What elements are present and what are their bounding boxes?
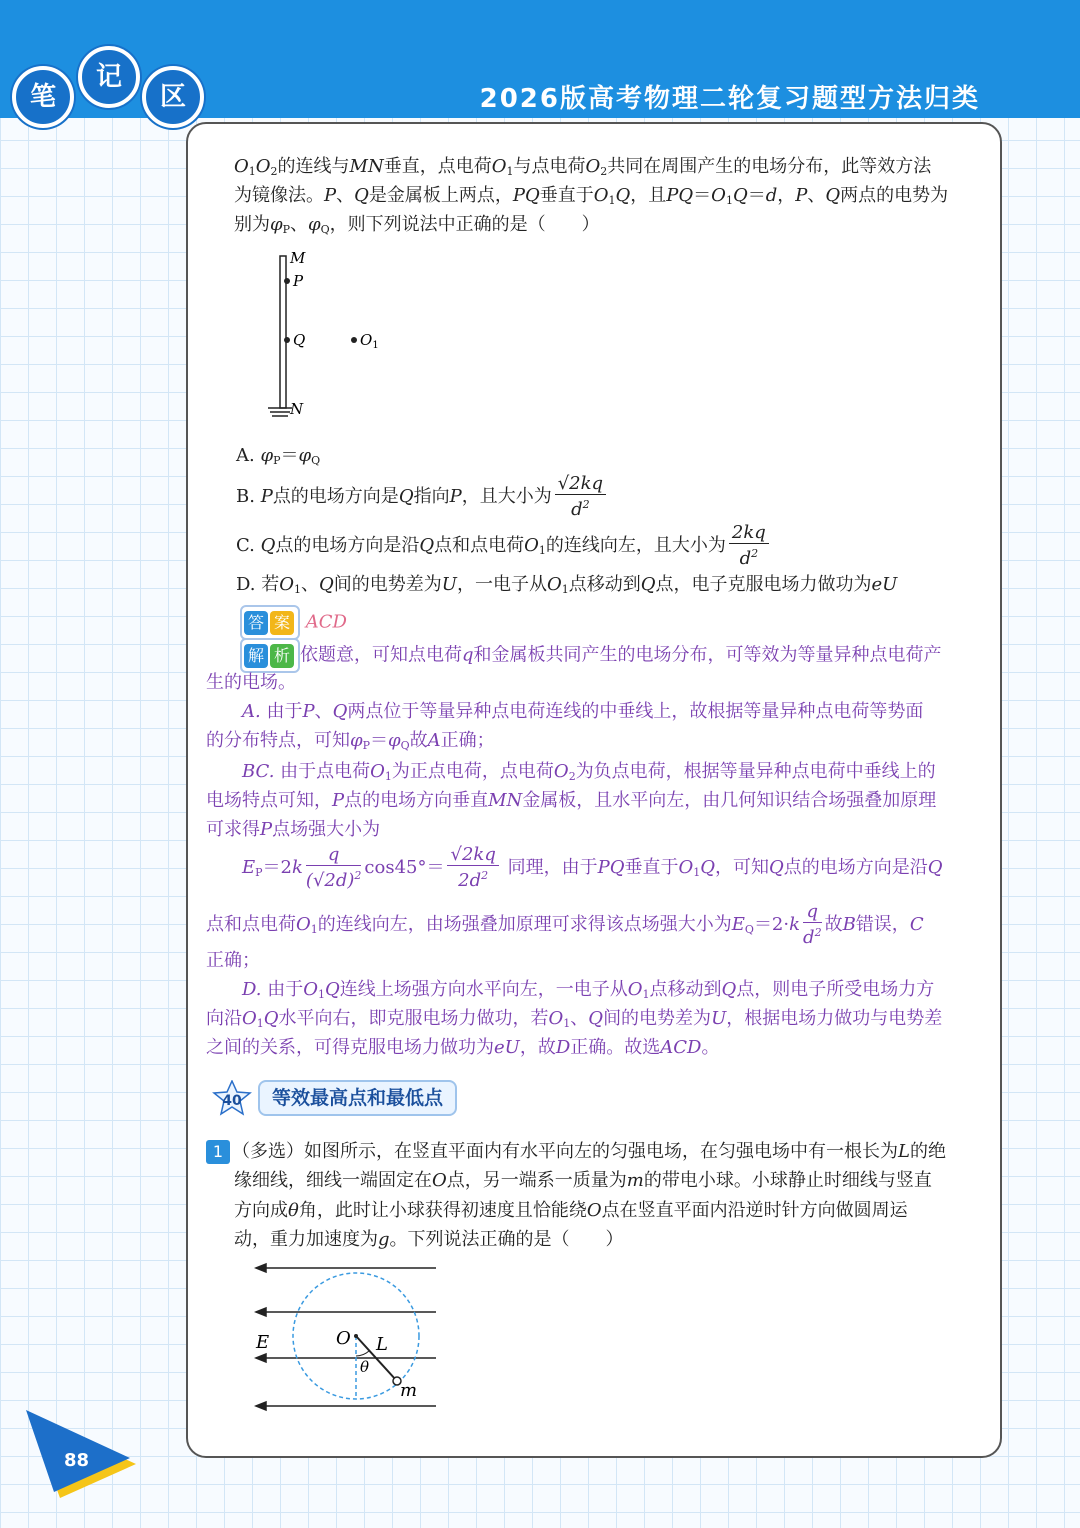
analysis-bc-line-3: 可求得P点场强大小为 bbox=[206, 819, 381, 840]
header-bubble-1: 笔 bbox=[12, 66, 74, 128]
field-arrow-4 bbox=[256, 1402, 266, 1410]
answer-value: ACD bbox=[305, 611, 347, 633]
header-bubble-2: 记 bbox=[78, 46, 140, 108]
circular-motion-figure bbox=[250, 1260, 450, 1420]
analysis-formula-line-3: 正确； bbox=[206, 950, 260, 971]
label-p: P bbox=[293, 272, 304, 290]
formula-fraction-3: $\frac{q}{d^2}$ bbox=[803, 901, 822, 948]
section-number: 40 bbox=[222, 1093, 242, 1109]
question2-line-3: 方向成θ角，此时让小球获得初速度且恰能绕O点在竖直平面内沿逆时针方向做圆周运 bbox=[234, 1200, 908, 1221]
question-line-2: 为镜像法。P、Q是金属板上两点，PQ垂直于$O_1Q$，且$PQ=O_1Q=d$，P、Q两点的电势为 bbox=[234, 185, 949, 207]
label-o1: $O_1$ bbox=[360, 331, 379, 351]
label-l: L bbox=[376, 1334, 388, 1355]
analysis-d-line-2: 向沿$O_1Q$水平向右，即克服电场力做功，若$O_1$、Q间的电势差为U，根据电场力做功与电势差 bbox=[206, 1008, 943, 1030]
analysis-tag: 解 析 bbox=[240, 638, 300, 673]
analysis-line-1: 解 析 依题意，可知点电荷q和金属板共同产生的电场分布，可等效为等量异种点电荷产 bbox=[240, 638, 942, 673]
label-n: N bbox=[290, 400, 304, 418]
page-number: 88 bbox=[64, 1450, 90, 1471]
analysis-d-line-3: 之间的关系，可得克服电场力做功为eU，故D正确。故选ACD。 bbox=[206, 1037, 720, 1058]
pivot-point bbox=[354, 1334, 358, 1338]
formula-fraction-2: $\frac{√2kq}{2d^2}$ bbox=[447, 845, 498, 891]
option-a: A. $\varphi_P=\varphi_Q$ bbox=[236, 445, 321, 467]
point-p bbox=[284, 278, 290, 284]
label-mass: m bbox=[400, 1380, 418, 1401]
formula-fraction-1: $\frac{q}{(√2d)^2}$ bbox=[305, 844, 362, 891]
analysis-line-2: 生的电场。 bbox=[206, 672, 296, 693]
theta-arc bbox=[356, 1351, 369, 1356]
book-title: 2026版高考物理二轮复习题型方法归类 bbox=[479, 84, 980, 114]
section-star-icon bbox=[212, 1080, 252, 1116]
label-o: O bbox=[336, 1328, 351, 1349]
header-bubble-3: 区 bbox=[142, 66, 204, 128]
answer-row bbox=[240, 605, 347, 640]
analysis-a-line-1: A. 由于P、Q两点位于等量异种点电荷连线的中垂线上，故根据等量异种点电荷等势面 bbox=[242, 701, 924, 722]
label-q: Q bbox=[293, 331, 306, 349]
label-e: E bbox=[256, 1332, 270, 1353]
option-b: B. P点的电场方向是Q指向P，且大小为 $\frac{√2kq}{d^2}$ bbox=[236, 474, 609, 520]
question-number-badge: 1 bbox=[206, 1140, 230, 1164]
question2-line-1: 1 （多选）如图所示，在竖直平面内有水平向左的匀强电场，在匀强电场中有一根长为L的绝 bbox=[206, 1137, 946, 1166]
field-arrow-1 bbox=[256, 1264, 266, 1272]
option-b-fraction: $\frac{√2kq}{d^2}$ bbox=[555, 474, 606, 520]
question-line-3: 别为$\varphi_P$、$\varphi_Q$，则下列说法中正确的是（ ） bbox=[234, 214, 600, 236]
section-title: 等效最高点和最低点 bbox=[258, 1080, 457, 1116]
field-arrow-3 bbox=[256, 1354, 266, 1362]
label-theta: θ bbox=[360, 1358, 370, 1376]
point-q bbox=[284, 337, 290, 343]
option-d: D. 若$O_1$、Q间的电势差为U，一电子从$O_1$点移动到Q点，电子克服电场力做功为eU bbox=[236, 574, 898, 596]
option-c-fraction: $\frac{2kq}{d^2}$ bbox=[729, 523, 769, 569]
metal-plate-figure bbox=[256, 248, 396, 424]
answer-tag: 答 案 bbox=[240, 605, 300, 640]
point-o1 bbox=[351, 337, 357, 343]
analysis-formula-line-2: 点和点电荷$O_1$的连线向左，由场强叠加原理可求得该点场强大小为$E_Q=2\cdot k$ $\frac{q}{d^2}$ 故B错误，C bbox=[206, 901, 924, 948]
analysis-bc-line-1: BC. 由于点电荷$O_1$为正点电荷，点电荷$O_2$为负点电荷，根据等量异种点电荷中垂线上的 bbox=[242, 761, 936, 783]
analysis-d-line-1: D. 由于$O_1Q$连线上场强方向水平向左，一电子从$O_1$点移动到Q点，则电子所受电场力方 bbox=[242, 979, 935, 1001]
analysis-formula-line: $E_P=2k$ $\frac{q}{(√2d)^2}$ cos45°＝ $\frac{√2kq}{2d^2}$ 同理，由于PQ垂直于$O_1Q$，可知Q点的电场方向是沿Q bbox=[242, 844, 943, 891]
analysis-a-line-2: 的分布特点，可知$\varphi_P=\varphi_Q$故A正确； bbox=[206, 730, 495, 752]
label-m: M bbox=[290, 249, 306, 267]
page-header bbox=[0, 0, 1080, 118]
option-c: C. Q点的电场方向是沿Q点和点电荷$O_1$的连线向左，且大小为 $\frac{2kq}{d^2}$ bbox=[236, 523, 772, 569]
question2-line-4: 动，重力加速度为g。下列说法正确的是（ ） bbox=[234, 1229, 624, 1250]
question2-line-2: 缘细线，细线一端固定在O点，另一端系一质量为m的带电小球。小球静止时细线与竖直 bbox=[234, 1170, 932, 1191]
analysis-bc-line-2: 电场特点可知，P点的电场方向垂直MN金属板，且水平向左，由几何知识结合场强叠加原理 bbox=[206, 790, 937, 811]
field-arrow-2 bbox=[256, 1308, 266, 1316]
question-line-1: $O_1O_2$的连线与MN垂直，点电荷$O_1$与点电荷$O_2$共同在周围产生的电场分布，此等效方法 bbox=[234, 156, 932, 178]
